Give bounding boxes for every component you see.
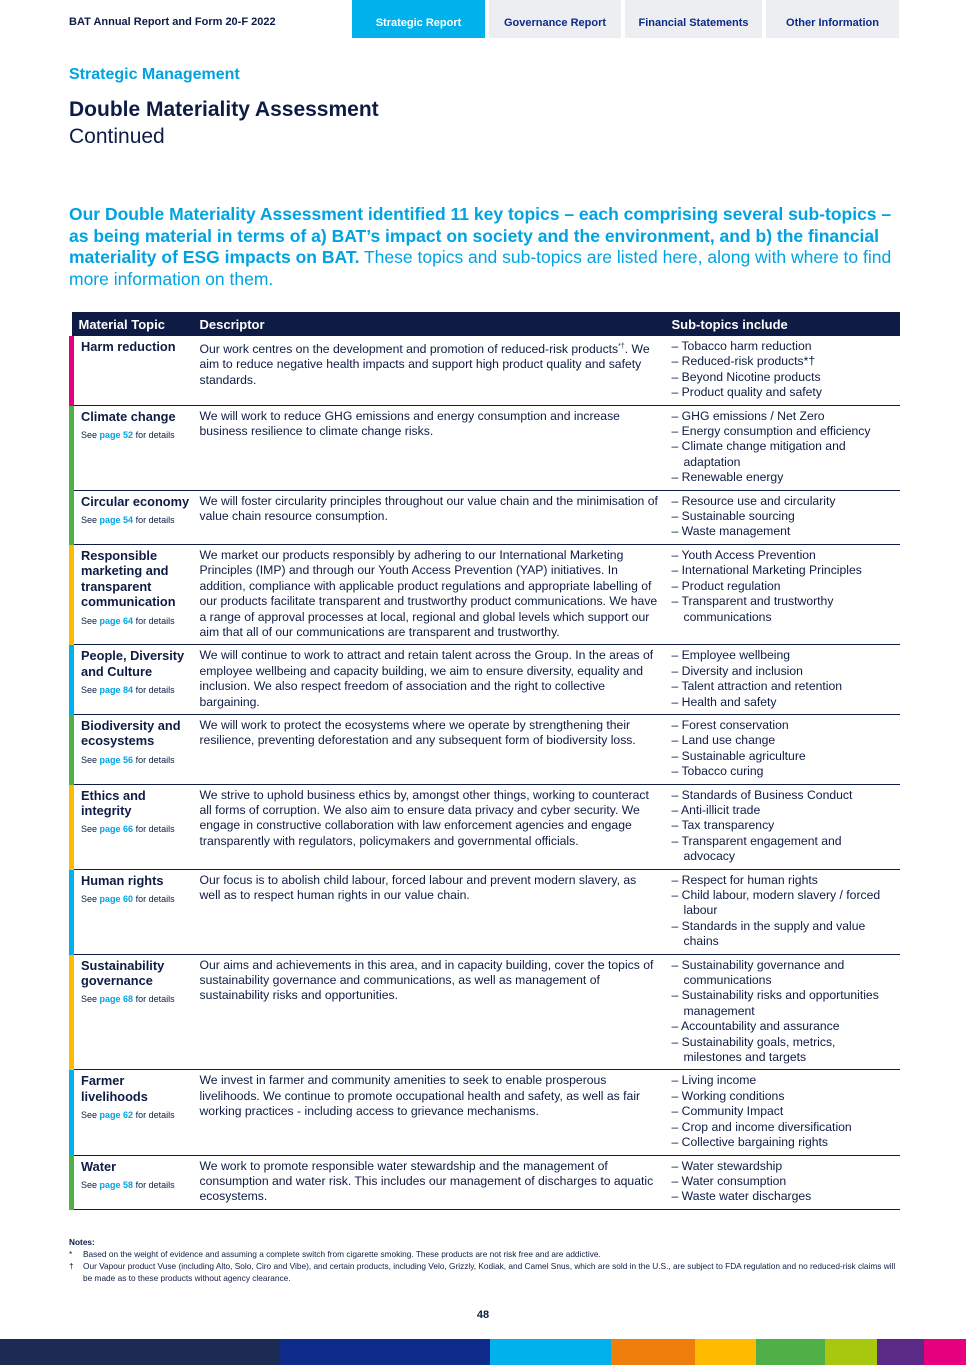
table-row <box>72 405 900 490</box>
subtopics-cell <box>665 336 900 405</box>
topic-name: Sustainability governance <box>81 957 165 989</box>
page-link[interactable]: page 68 <box>99 994 134 1005</box>
subtopics-cell <box>665 645 900 715</box>
subtopics-list <box>672 548 896 625</box>
topic-cell <box>72 645 196 715</box>
topic-cell <box>72 954 196 1070</box>
subtopic-item: – Accountability and assurance <box>672 1019 896 1034</box>
topic-cell <box>72 405 196 490</box>
intro-paragraph <box>69 204 909 290</box>
note-mark: * <box>69 1249 73 1259</box>
footer-color-segment <box>695 1339 756 1365</box>
subtopics-list <box>672 788 896 865</box>
descriptor-cell: We will foster circularity principles throughout our value chain and the minimisation of value chain resource consumption. <box>196 490 665 544</box>
subtopics-cell <box>665 544 900 644</box>
subtopics-cell <box>665 1155 900 1209</box>
see-page-reference <box>81 1109 192 1121</box>
subtopic-item: – Water stewardship <box>672 1159 896 1174</box>
subtopic-item: – Transparent engagement and advocacy <box>672 834 896 865</box>
subtopics-cell <box>665 714 900 784</box>
descriptor-cell <box>196 336 665 405</box>
subtopics-cell <box>665 405 900 490</box>
footer-color-segment <box>756 1339 825 1365</box>
see-page-reference <box>81 615 192 627</box>
see-page-reference <box>81 893 192 905</box>
footer-color-segment <box>825 1339 877 1365</box>
intro-bold-text: Our Double Materiality Assessment identified 11 key topics – each comprising several sub-topics – as being material in terms of a) BAT’s impact on society and the environment, and b) the financial materiality of ESG impacts on BAT. <box>69 204 892 267</box>
see-suffix: for details <box>135 1110 175 1121</box>
topic-cell <box>72 490 196 544</box>
subtopics-cell <box>665 784 900 869</box>
subtopic-item: – Respect for human rights <box>672 873 896 888</box>
see-prefix: See <box>81 685 98 696</box>
descriptor-cell: We will work to reduce GHG emissions and energy consumption and increase business resilience to climate change risks. <box>196 405 665 490</box>
page-subtitle: Continued <box>69 125 165 148</box>
subtopic-item: – Land use change <box>672 733 896 748</box>
subtopics-list <box>672 409 896 486</box>
table-row <box>72 1070 900 1155</box>
subtopic-item: – Sustainable sourcing <box>672 509 896 524</box>
header-descriptor: Descriptor <box>196 312 665 336</box>
subtopic-item: – Energy consumption and efficiency <box>672 424 896 439</box>
table-row <box>72 490 900 544</box>
page-link[interactable]: page 58 <box>99 1179 134 1190</box>
see-suffix: for details <box>135 515 175 526</box>
subtopic-item: – Anti-illicit trade <box>672 803 896 818</box>
subtopics-list <box>672 958 896 1066</box>
see-page-reference <box>81 754 192 766</box>
note-text: Our Vapour product Vuse (including Alto, Solo, Ciro and Vibe), and certain products, including Velo, Grizzly, Kodiak, and Camel Snus, which are sold in the U.S., are subject to FDA regulation and no reduced-risk claims will be made as to these products without agency clearance. <box>83 1261 896 1283</box>
see-page-reference <box>81 823 192 835</box>
subtopic-item: – Sustainability risks and opportunities management <box>672 988 896 1019</box>
footer-color-segment <box>490 1339 611 1365</box>
subtopics-list <box>672 873 896 950</box>
footer-color-bar <box>0 1339 966 1365</box>
see-prefix: See <box>81 754 98 765</box>
see-suffix: for details <box>135 430 175 441</box>
subtopic-item: – Reduced-risk products*† <box>672 354 896 369</box>
subtopic-item: – Sustainability goals, metrics, milestones and targets <box>672 1035 896 1066</box>
table-body <box>72 336 900 1209</box>
footer-color-segment <box>0 1339 280 1365</box>
page-number: 48 <box>476 1309 490 1321</box>
table-row <box>72 869 900 954</box>
subtopic-item: – Tobacco curing <box>672 764 896 779</box>
topic-cell <box>72 1070 196 1155</box>
see-page-reference <box>81 514 192 526</box>
subtopics-list <box>672 339 896 401</box>
see-suffix: for details <box>135 994 175 1005</box>
table-row <box>72 954 900 1070</box>
descriptor-cell: We market our products responsibly by adhering to our International Marketing Principles (IMP) and through our Youth Access Prevention (YAP) initiatives. In addition, compliance with applicable product regulations and appropriate labelling of our products facilitate transparent and trustworthy product communications. We have a range of approval processes at local, regional and global levels which support our aim that all of our communications are transparent and trustworthy. <box>196 544 665 644</box>
footer-color-segment <box>611 1339 695 1365</box>
subtopic-item: – GHG emissions / Net Zero <box>672 409 896 424</box>
topic-name: Climate change <box>81 408 176 424</box>
page-link[interactable]: page 52 <box>99 430 134 441</box>
subtopic-item: – Community Impact <box>672 1104 896 1119</box>
notes <box>69 1236 897 1284</box>
topic-name: Ethics and integrity <box>81 787 146 818</box>
material-topics-table <box>69 312 900 1210</box>
see-prefix: See <box>81 1179 98 1190</box>
descriptor-cell: We work to promote responsible water stewardship and the management of consumption and water risk. This includes our management of discharges to aquatic ecosystems. <box>196 1155 665 1209</box>
subtopic-item: – Transparent and trustworthy communications <box>672 594 896 625</box>
page-link[interactable]: page 60 <box>99 894 134 904</box>
subtopic-item: – Beyond Nicotine products <box>672 370 896 385</box>
see-suffix: for details <box>135 685 175 696</box>
tab-financial-statements[interactable]: Financial Statements <box>625 0 762 38</box>
subtopic-item: – Health and safety <box>672 695 896 710</box>
subtopics-list <box>672 718 896 780</box>
descriptor-text: Our work centres on the development and promotion of reduced-risk products <box>199 342 619 357</box>
note-item <box>69 1248 897 1260</box>
subtopic-item: – Waste management <box>672 524 896 539</box>
see-prefix: See <box>81 894 98 904</box>
subtopic-item: – Child labour, modern slavery / forced labour <box>672 888 896 919</box>
subtopic-item: – Working conditions <box>672 1089 896 1104</box>
page-link[interactable]: page 64 <box>99 615 134 626</box>
subtopic-item: – Forest conservation <box>672 718 896 733</box>
subtopics-cell <box>665 869 900 954</box>
subtopic-item: – Resource use and circularity <box>672 494 896 509</box>
section-tabs <box>352 0 899 38</box>
descriptor-cell: Our aims and achievements in this area, and in capacity building, cover the topics of sustainability governance and communications, as well as management of sustainability risks and opportunities. <box>196 954 665 1070</box>
subtopics-cell <box>665 490 900 544</box>
subtopic-item: – Living income <box>672 1073 896 1088</box>
topic-cell <box>72 544 196 644</box>
topic-name: Biodiversity and ecosystems <box>81 717 181 749</box>
subtopic-item: – Youth Access Prevention <box>672 548 896 563</box>
subtopic-item: – Waste water discharges <box>672 1189 896 1204</box>
footer-color-segment <box>877 1339 924 1365</box>
footnote-marker: *† <box>618 343 625 350</box>
subtopic-item: – Collective bargaining rights <box>672 1135 896 1150</box>
note-text: Based on the weight of evidence and assuming a complete switch from cigarette smoking. These products are not risk free and are addictive. <box>83 1249 601 1259</box>
topic-name: Farmer livelihoods <box>81 1073 148 1104</box>
subtopic-item: – Sustainability governance and communications <box>672 958 896 989</box>
descriptor-cell: Our focus is to abolish child labour, forced labour and prevent modern slavery, as well as to respect human rights in our value chain. <box>196 869 665 954</box>
descriptor-cell: We invest in farmer and community amenities to seek to enable prosperous livelihoods. We continue to promote occupational health and safety, as well as fair working practices - including access to grievance mechanisms. <box>196 1070 665 1155</box>
topic-name: Human rights <box>81 872 164 888</box>
see-page-reference <box>81 1179 192 1191</box>
subtopic-item: – Climate change mitigation and adaptation <box>672 439 896 470</box>
subtopics-cell <box>665 954 900 1070</box>
see-prefix: See <box>81 824 98 835</box>
see-prefix: See <box>81 1110 98 1121</box>
see-suffix: for details <box>135 894 175 904</box>
top-navigation <box>0 0 966 38</box>
subtopics-list <box>672 494 896 540</box>
see-prefix: See <box>81 430 98 441</box>
table-header-row <box>72 312 900 336</box>
footer-color-segment <box>924 1339 966 1365</box>
descriptor-cell: We will work to protect the ecosystems where we operate by strengthening their resilience, preventing deforestation and any subsequent form of biodiversity loss. <box>196 714 665 784</box>
intro-regular-text: These topics and sub-topics are listed here, along with where to find more information on them. <box>69 247 892 289</box>
topic-name: Circular economy <box>81 493 190 509</box>
topic-cell <box>72 784 196 869</box>
subtopic-item: – Employee wellbeing <box>672 648 896 663</box>
subtopic-item: – Tobacco harm reduction <box>672 339 896 354</box>
subtopic-item: – Water consumption <box>672 1174 896 1189</box>
topic-name: Responsible marketing and transparent communication <box>81 547 176 610</box>
subtopic-item: – Product regulation <box>672 579 896 594</box>
subtopic-item: – Crop and income diversification <box>672 1120 896 1135</box>
section-label: Strategic Management <box>69 66 240 83</box>
subtopic-item: – Standards of Business Conduct <box>672 788 896 803</box>
page-title: Double Materiality Assessment <box>69 98 379 121</box>
subtopics-list <box>672 1159 896 1205</box>
descriptor-cell: We will continue to work to attract and retain talent across the Group. In the areas of employee wellbeing and capacity building, we aim to ensure diversity, equality and inclusion. We also respect freedom of association and the right to collective bargaining. <box>196 645 665 715</box>
subtopic-item: – International Marketing Principles <box>672 563 896 578</box>
tab-strategic-report[interactable]: Strategic Report <box>352 0 485 38</box>
see-suffix: for details <box>135 824 175 835</box>
see-prefix: See <box>81 994 98 1005</box>
header-material-topic: Material Topic <box>72 312 196 336</box>
table-row <box>72 645 900 715</box>
see-page-reference <box>81 993 192 1005</box>
see-page-reference <box>81 684 192 696</box>
table-row <box>72 714 900 784</box>
topic-name: Harm reduction <box>81 339 176 354</box>
topic-cell <box>72 714 196 784</box>
see-prefix: See <box>81 515 98 526</box>
page-link[interactable]: page 62 <box>99 1110 134 1121</box>
notes-title: Notes: <box>69 1237 95 1247</box>
subtopic-item: – Standards in the supply and value chains <box>672 919 896 950</box>
topic-cell <box>72 1155 196 1209</box>
subtopic-item: – Renewable energy <box>672 470 896 485</box>
note-item <box>69 1260 897 1284</box>
subtopic-item: – Talent attraction and retention <box>672 679 896 694</box>
tab-governance-report[interactable]: Governance Report <box>489 0 621 38</box>
subtopics-list <box>672 1073 896 1150</box>
topic-name: Water <box>81 1158 117 1174</box>
page-link[interactable]: page 66 <box>99 824 134 835</box>
page-link[interactable]: page 56 <box>99 754 134 765</box>
header-subtopics: Sub-topics include <box>665 312 900 336</box>
footer-color-segment <box>280 1339 490 1365</box>
tab-other-information[interactable]: Other Information <box>766 0 899 38</box>
table-row <box>72 1155 900 1209</box>
see-suffix: for details <box>135 754 175 765</box>
page-link[interactable]: page 54 <box>99 515 134 526</box>
subtopics-list <box>672 648 896 710</box>
table-row <box>72 784 900 869</box>
document-title: BAT Annual Report and Form 20-F 2022 <box>69 16 276 28</box>
note-mark: † <box>69 1261 74 1271</box>
table-row <box>72 336 900 405</box>
see-suffix: for details <box>135 1179 175 1190</box>
table-row <box>72 544 900 644</box>
page-link[interactable]: page 84 <box>99 685 134 696</box>
see-page-reference <box>81 429 192 441</box>
subtopic-item: – Diversity and inclusion <box>672 664 896 679</box>
subtopics-cell <box>665 1070 900 1155</box>
subtopic-item: – Product quality and safety <box>672 385 896 400</box>
topic-name: People, Diversity and Culture <box>81 648 185 679</box>
descriptor-cell: We strive to uphold business ethics by, amongst other things, working to counteract all forms of corruption. We also aim to ensure data privacy and cyber security. We engage in constructive collaboration with law enforcement agencies and engage transparently with regulators, policymakers and governmental officials. <box>196 784 665 869</box>
subtopic-item: – Sustainable agriculture <box>672 749 896 764</box>
see-prefix: See <box>81 615 98 626</box>
topic-cell <box>72 336 196 405</box>
see-suffix: for details <box>135 615 175 626</box>
descriptor-text: . We aim to reduce negative health impacts and support high product quality and safety standards. <box>199 342 650 387</box>
subtopic-item: – Tax transparency <box>672 818 896 833</box>
topic-cell <box>72 869 196 954</box>
